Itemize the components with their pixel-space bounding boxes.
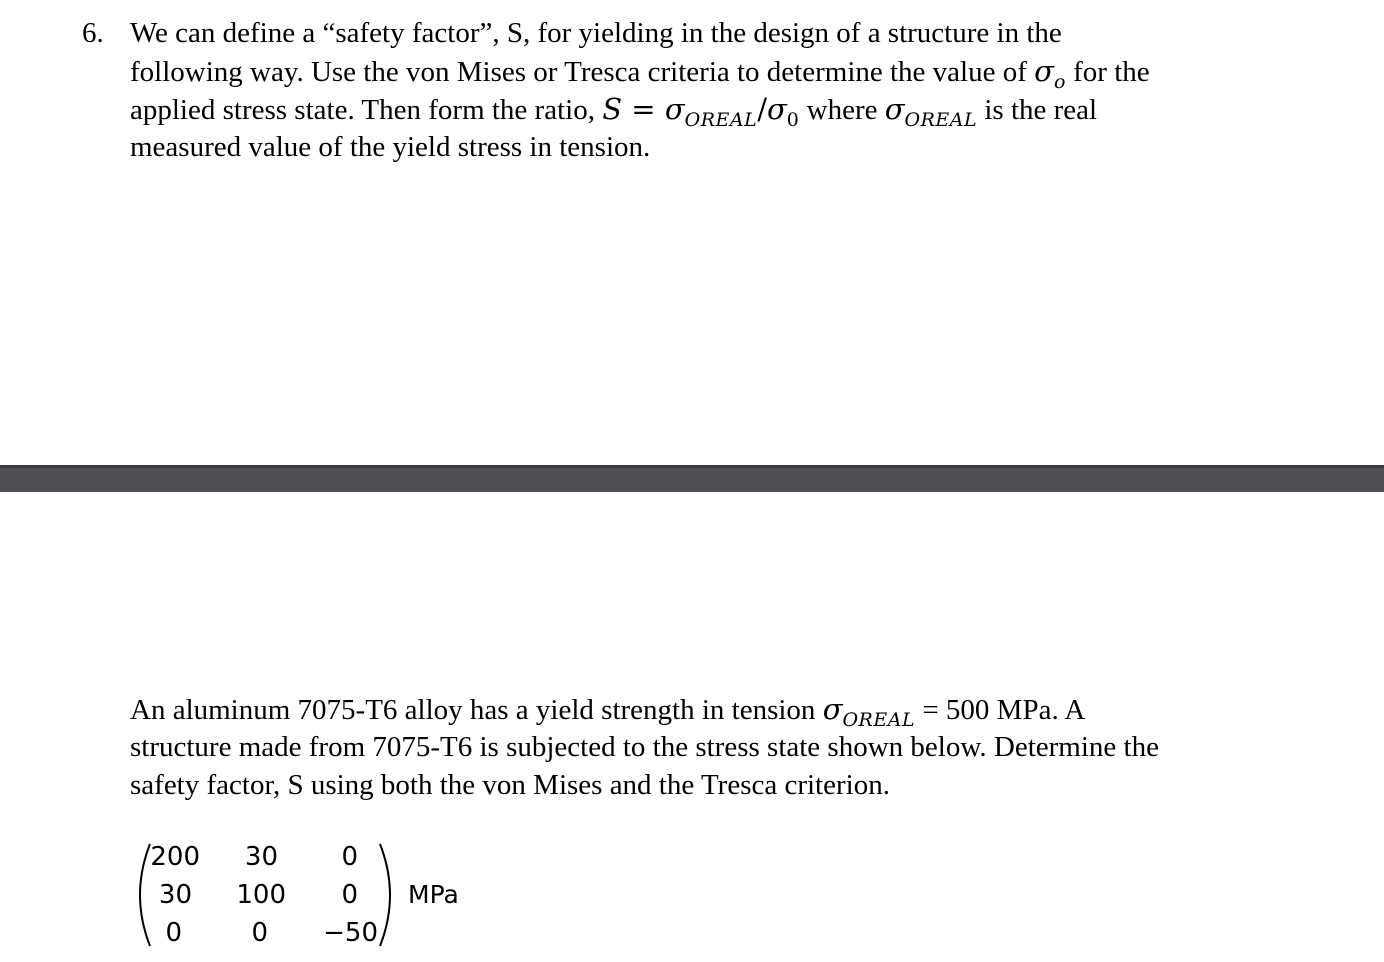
intro-line-3-start: applied stress state. Then form the ratio, (130, 94, 603, 126)
matrix-cell-r2c1: 30 (158, 880, 192, 910)
matrix-cell-r1c3: 0 (341, 842, 358, 872)
problem-part-2 (130, 690, 1159, 804)
problem-intro (130, 14, 1150, 166)
formula-slash: / (757, 92, 767, 126)
intro-line-2-end: for the (1065, 56, 1150, 88)
formula-0-subscript: 0 (786, 109, 800, 131)
intro-line-4: measured value of the yield stress in tension. (130, 131, 651, 163)
formula-S: S (602, 92, 623, 126)
formula-sigma-0: σ (767, 92, 787, 126)
matrix-cell-r1c2: 30 (244, 842, 278, 872)
matrix-unit: MPa (408, 880, 459, 909)
yield-oreal-subscript: OREAL (842, 709, 916, 731)
yield-sigma-symbol: σ (822, 692, 843, 726)
part2-line-1-start: An aluminum 7075-T6 alloy has a yield strength in tension (130, 694, 823, 726)
matrix-cell-r3c3: −50 (323, 918, 378, 948)
stress-matrix (128, 838, 418, 952)
formula-oreal-subscript: OREAL (684, 109, 758, 131)
formula-sigma-oreal: σ (664, 92, 685, 126)
formula-where: where (799, 94, 885, 126)
intro-line-3-end: is the real (977, 94, 1098, 126)
matrix-cell-r3c2: 0 (251, 918, 268, 948)
formula-equals: = (622, 92, 665, 126)
matrix-cell-r2c2: 100 (236, 880, 286, 910)
intro-line-2 (130, 52, 1150, 93)
problem-number: 6. (82, 17, 104, 49)
where-sigma-oreal: σ (884, 92, 905, 126)
intro-line-1: We can define a “safety factor”, S, for yielding in the design of a structure in the (130, 17, 1062, 49)
part2-line-1 (130, 690, 1159, 731)
part2-line-3: safety factor, S using both the von Mises and the Tresca criterion. (130, 769, 890, 801)
where-oreal-subscript: OREAL (904, 109, 978, 131)
part2-line-1-end: = 500 MPa. A (915, 694, 1086, 726)
intro-line-3 (130, 90, 1150, 131)
matrix-cell-r2c3: 0 (341, 880, 358, 910)
sigma-o-symbol: σ (1034, 54, 1054, 88)
matrix-cell-r3c1: 0 (165, 918, 182, 948)
intro-line-2-text: following way. Use the von Mises or Tresca criteria to determine the value of (130, 56, 1035, 88)
section-separator-bar (0, 465, 1384, 492)
part2-line-2: structure made from 7075-T6 is subjected to the stress state shown below. Determine the (130, 731, 1159, 763)
right-parenthesis (380, 844, 390, 946)
sigma-o-subscript: o (1053, 71, 1066, 93)
matrix-cell-r1c1: 200 (150, 842, 200, 872)
section-separator-edge (0, 465, 1384, 468)
